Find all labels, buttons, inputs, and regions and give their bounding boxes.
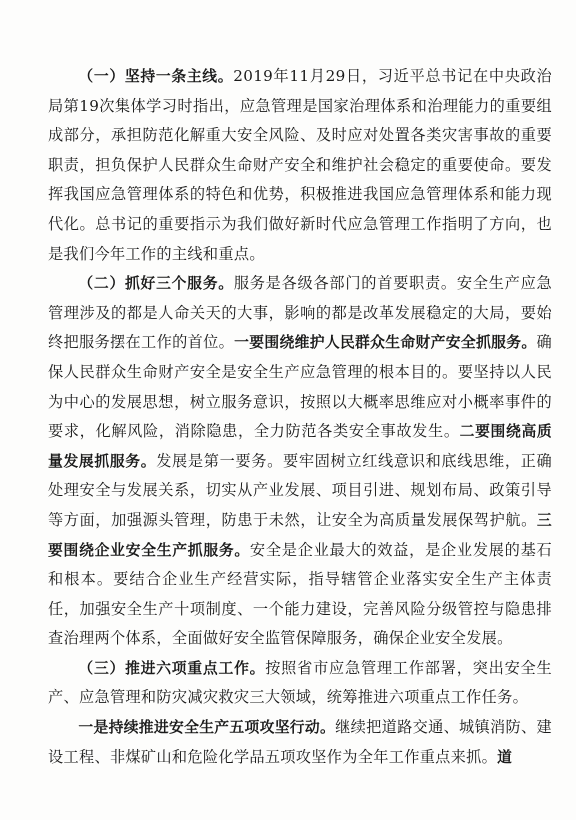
paragraph-text: 确保人民群众生命财产安全是安全生产应急管理的根本目的。要坚持以人民为中心的发展思想，树立服务意识，按照以大概率思维应对小概率事件的要求，化解风险，消除隐患，全力防范各类安全事故发生。	[48, 333, 552, 441]
subheading-five-campaigns: 一是持续推进安全生产五项攻坚行动。	[78, 719, 336, 737]
subheading-service-people: 一要围绕维护人民群众生命财产安全抓服务。	[234, 334, 537, 352]
paragraph-text: 按照省市应急管理工作部署，突出安全生产、应急管理和防灾减灾救灾三大领域，统筹推进六项重点工作任务。	[48, 658, 552, 707]
paragraph-three-services	[48, 269, 552, 654]
heading-three-services: （二）抓好三个服务。	[78, 275, 234, 293]
paragraph-trailing-text: 道	[497, 748, 513, 766]
paragraph-main-line	[48, 62, 552, 269]
paragraph-text: 继续把道路交通、城镇消防、建设工程、非煤矿山和危险化学品五项攻坚作为全年工作重点来抓。	[48, 718, 553, 766]
paragraph-six-tasks	[48, 654, 552, 713]
paragraph-text: 2019年11月29日，习近平总书记在中央政治局第19次集体学习时指出，应急管理是国家治理体系和治理能力的重要组成部分，承担防范化解重大安全风险、及时应对处置各类灾害事故的重要职责，担负保护人民群众生命财产安全和维护社会稳定的重要使命。要发挥我国应急管理体系的特色和优势，积极推进我国应急管理体系和能力现代化。总书记的重要指示为我们做好新时代应急管理工作指明了方向，也是我们今年工作的主线和重点。	[48, 67, 552, 263]
heading-six-tasks: （三）推进六项重点工作。	[78, 659, 266, 677]
paragraph-text: 发展是第一要务。要牢固树立红线意识和底线思维，正确处理安全与发展关系，切实从产业发展、项目引进、规划布局、政策引导等方面，加强源头管理，防患于未然，让安全为高质量发展保驾护航。	[48, 451, 553, 529]
paragraph-text: 服务是各级各部门的首要职责。安全生产应急管理涉及的都是人命关天的大事，影响的都是改革发展稳定的大局，要始终把服务摆在工作的首位。	[48, 274, 552, 352]
subheading-service-enterprise: 三要围绕企业安全生产抓服务。	[48, 511, 552, 559]
paragraph-text: 安全是企业最大的效益，是企业发展的基石和根本。要结合企业生产经营实际，指导辖管企业落实安全生产主体责任，加强安全生产十项制度、一个能力建设，完善风险分级管控与隐患排查治理两个体系，全面做好安全监管保障服务，确保企业安全发展。	[48, 540, 553, 648]
heading-main-line: （一）坚持一条主线。	[78, 68, 234, 85]
document-body	[48, 62, 552, 772]
subheading-service-development: 二要围绕高质量发展抓服务。	[48, 423, 552, 470]
paragraph-five-campaigns	[48, 713, 552, 772]
